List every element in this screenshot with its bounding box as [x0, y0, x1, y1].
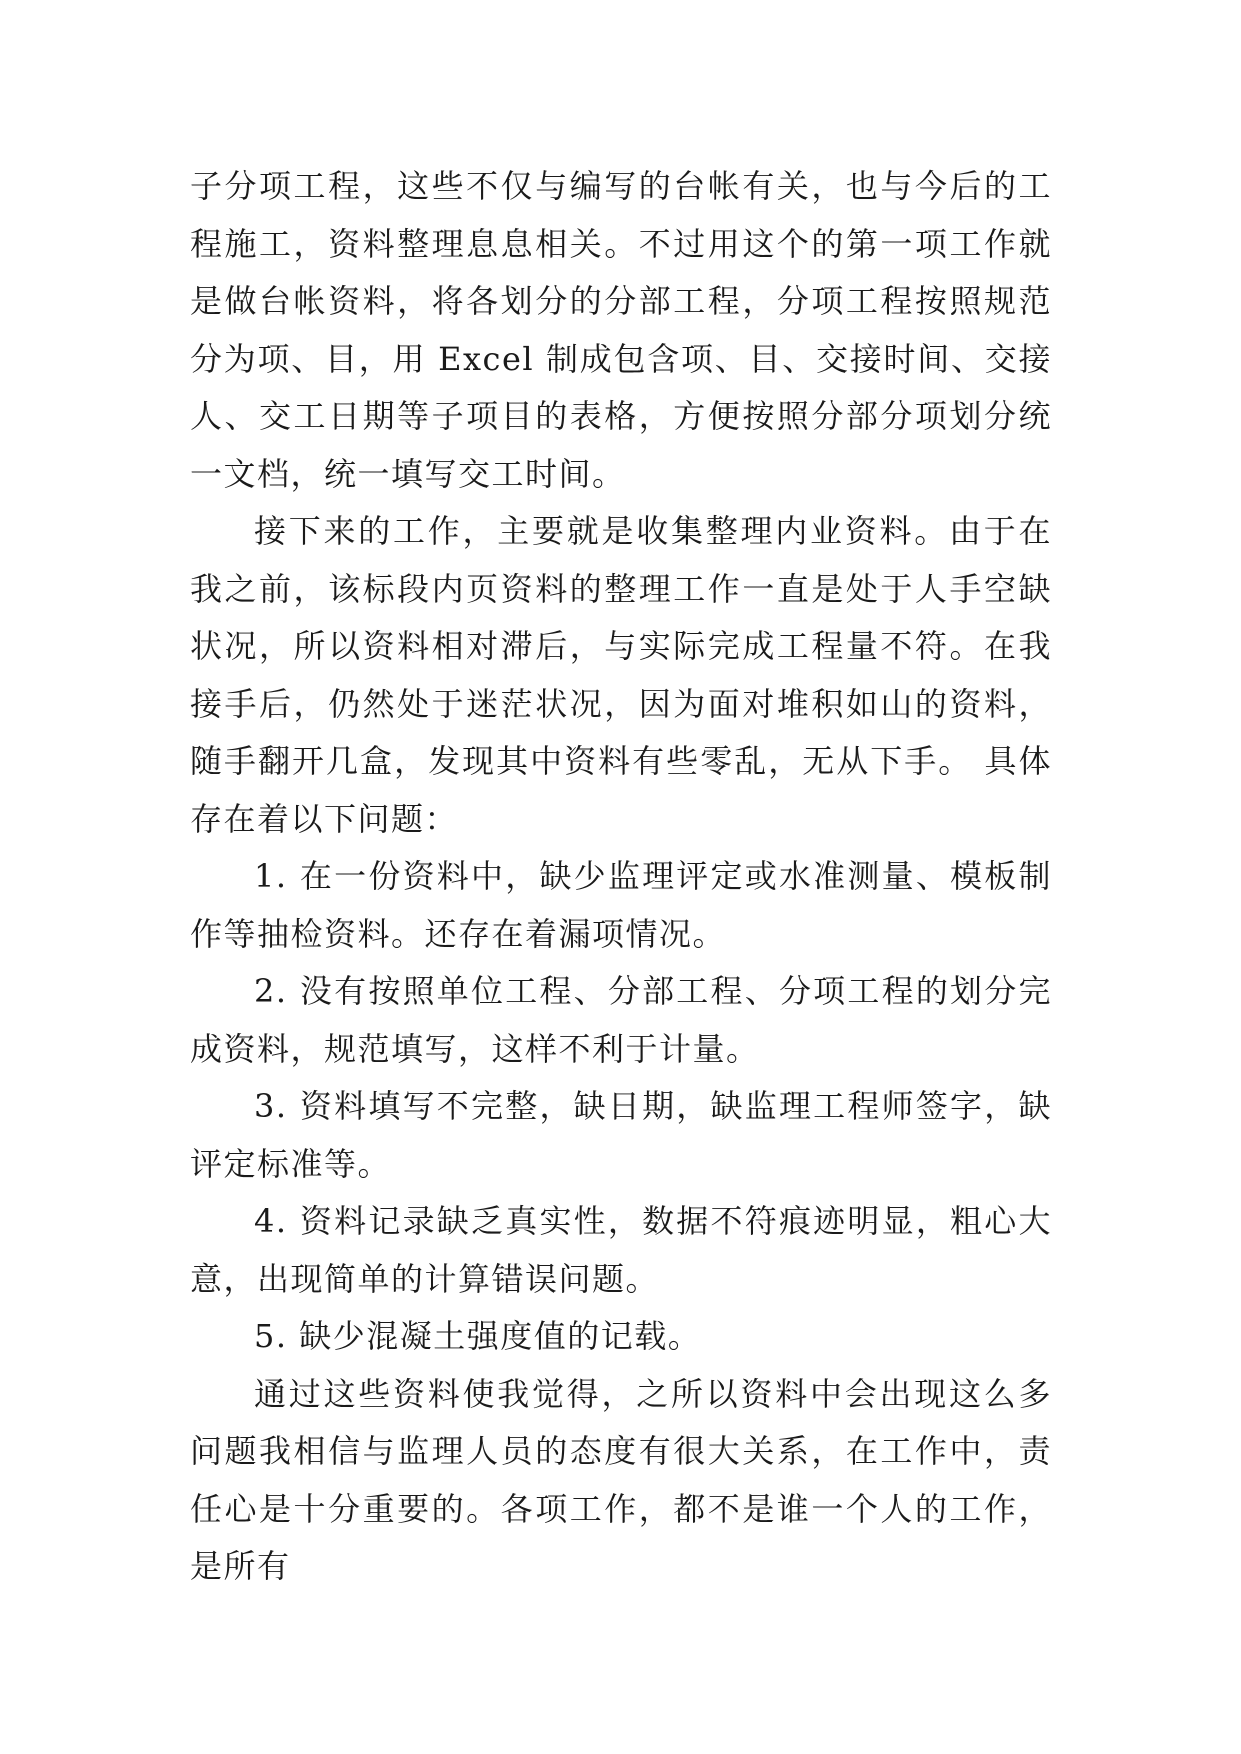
list-item-3: 3. 资料填写不完整，缺日期，缺监理工程师签字，缺评定标准等。 [190, 1087, 1052, 1183]
paragraph-conclusion: 通过这些资料使我觉得，之所以资料中会出现这么多问题我相信与监理人员的态度有很大关系，在工作中，责任心是十分重要的。各项工作，都不是谁一个人的工作，是所有 [190, 1374, 1052, 1585]
paragraph-collection: 接下来的工作，主要就是收集整理内业资料。由于在我之前，该标段内页资料的整理工作一直是处于人手空缺状况，所以资料相对滞后，与实际完成工程量不符。在我接手后，仍然处于迷茫状况，因为面对堆积如山的资料，随手翻开几盒，发现其中资料有些零乱，无从下手。 具体存在着以下问题： [190, 512, 1052, 838]
list-item-2: 2. 没有按照单位工程、分部工程、分项工程的划分完成资料，规范填写，这样不利于计量。 [190, 972, 1052, 1068]
paragraph-ledger: 子分项工程，这些不仅与编写的台帐有关，也与今后的工程施工，资料整理息息相关。不过用这个的第一项工作就是做台帐资料，将各划分的分部工程，分项工程按照规范分为项、目，用 Excel 制成包含项、目、交接时间、交接人、交工日期等子项目的表格，方便按照分部分项划分统一文档，统一填写交工时间。 [190, 167, 1052, 493]
list-item-1: 1. 在一份资料中，缺少监理评定或水准测量、模板制作等抽检资料。还存在着漏项情况。 [190, 857, 1052, 953]
document-body [190, 158, 1052, 1596]
list-item-5: 5. 缺少混凝土强度值的记载。 [254, 1317, 702, 1355]
list-item-4: 4. 资料记录缺乏真实性，数据不符痕迹明显，粗心大意，出现简单的计算错误问题。 [190, 1202, 1052, 1298]
